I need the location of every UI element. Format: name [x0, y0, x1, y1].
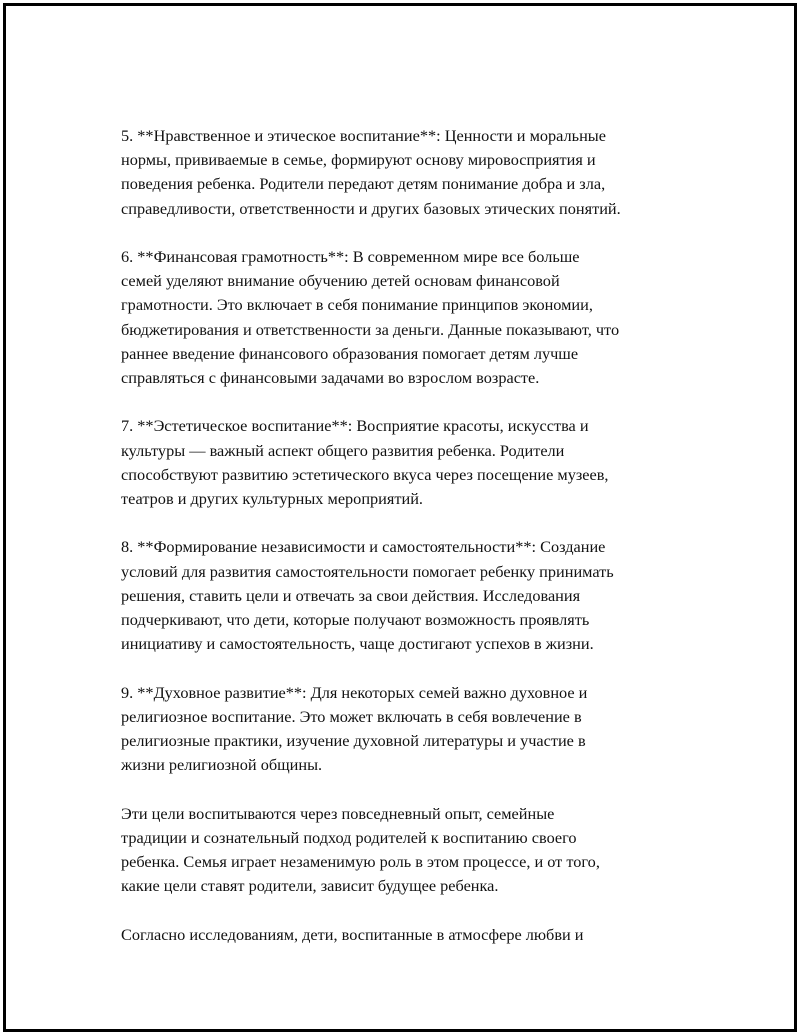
paragraph-summary — [121, 802, 711, 899]
text-line: жизни религиозной общины. — [121, 755, 323, 775]
text-line: религиозные практики, изучение духовной литературы и участие в — [121, 731, 586, 751]
text-line: какие цели ставят родители, зависит будущее ребенка. — [121, 876, 499, 896]
text-line: способствуют развитию эстетического вкуса через посещение музеев, — [121, 464, 609, 484]
text-line: Согласно исследованиям, дети, воспитанные в атмосфере любви и — [121, 924, 584, 944]
text-line: ребенка. Семья играет незаменимую роль в этом процессе, и от того, — [121, 852, 600, 872]
text-line: 9. **Духовное развитие**: Для некоторых семей важно духовное и — [121, 682, 588, 702]
paragraph-research — [121, 923, 711, 947]
text-line: нормы, прививаемые в семье, формируют основу мировосприятия и — [121, 150, 596, 170]
text-line: 7. **Эстетическое воспитание**: Восприятие красоты, искусства и — [121, 416, 589, 436]
text-line: традиции и сознательный подход родителей к воспитанию своего — [121, 827, 577, 847]
text-line: культуры — важный аспект общего развития ребенка. Родители — [121, 440, 565, 460]
text-line: 5. **Нравственное и этическое воспитание**: Ценности и моральные — [121, 126, 606, 145]
text-line: справедливости, ответственности и других базовых этических понятий. — [121, 198, 621, 218]
text-line: инициативу и самостоятельность, чаще достигают успехов в жизни. — [121, 634, 594, 654]
paragraph-moral-education — [121, 124, 711, 221]
text-line: раннее введение финансового образования помогает детям лучше — [121, 343, 579, 363]
text-line: подчеркивают, что дети, которые получают возможность проявлять — [121, 610, 590, 630]
text-line: бюджетирования и ответственности за деньги. Данные показывают, что — [121, 319, 620, 339]
paragraph-spiritual-development — [121, 681, 711, 778]
text-line: театров и других культурных мероприятий. — [121, 489, 423, 509]
text-line: грамотности. Это включает в себя понимание принципов экономии, — [121, 295, 593, 315]
paragraph-independence — [121, 535, 711, 656]
page-frame — [3, 3, 797, 1032]
paragraph-aesthetic-education — [121, 414, 711, 511]
text-line: религиозное воспитание. Это может включать в себя вовлечение в — [121, 706, 582, 726]
text-line: 6. **Финансовая грамотность**: В современном мире все больше — [121, 247, 580, 266]
text-line: 8. **Формирование независимости и самостоятельности**: Создание — [121, 537, 606, 557]
text-line: поведения ребенка. Родители передают детям понимание добра и зла, — [121, 174, 606, 194]
text-line: семей уделяют внимание обучению детей основам финансовой — [121, 271, 560, 291]
document-body — [121, 124, 711, 971]
text-line: справляться с финансовыми задачами во взрослом возрасте. — [121, 368, 540, 388]
text-line: Эти цели воспитываются через повседневный опыт, семейные — [121, 803, 555, 823]
paragraph-financial-literacy — [121, 245, 711, 390]
text-line: условий для развития самостоятельности помогает ребенку принимать — [121, 561, 614, 581]
text-line: решения, ставить цели и отвечать за свои действия. Исследования — [121, 585, 581, 605]
